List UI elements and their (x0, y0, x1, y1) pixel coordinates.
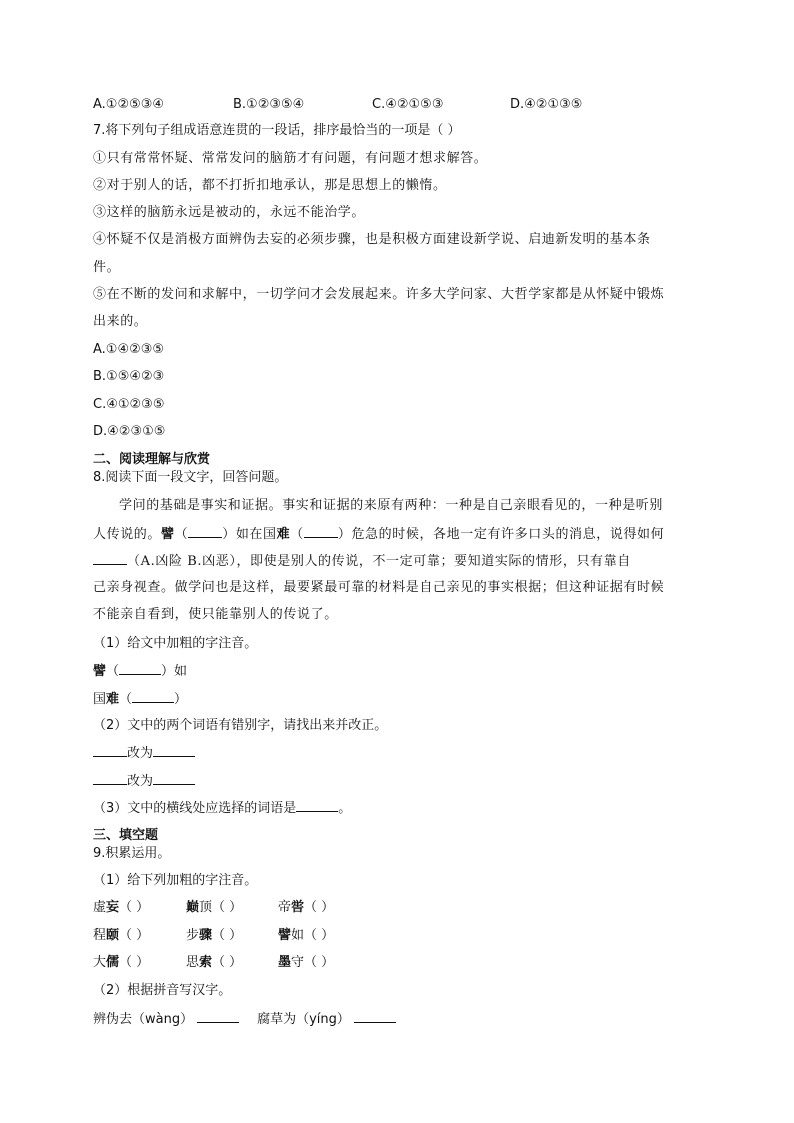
text: 守（ ） (291, 955, 335, 970)
passage-text: （ (290, 527, 304, 542)
pinyin-item (278, 954, 334, 972)
text: 程 (93, 928, 107, 943)
passage-text: 人传说的。 (93, 527, 162, 542)
choice-blank (93, 552, 127, 565)
answer-blank (93, 772, 127, 785)
q8-sub1-nan (93, 690, 187, 709)
passage-text: ）如在国 (222, 527, 277, 542)
answer-blank (296, 799, 338, 812)
answer-blank (197, 1010, 239, 1023)
answer-blank (354, 1010, 396, 1023)
blank-line (304, 525, 338, 538)
q6-option-b: B.①②③⑤④ (233, 97, 305, 112)
answer-blank (119, 662, 161, 675)
pinyin-item (93, 927, 149, 945)
text: 帝 (278, 900, 292, 915)
bold-char: 譬 (93, 664, 107, 679)
text: （3）文中的横线处应选择的词语是 (93, 801, 297, 816)
q6-option-d: D.④②①③⑤ (510, 97, 583, 112)
answer-blank (132, 690, 174, 703)
q9-sub1: （1）给下列加粗的字注音。 (93, 873, 258, 888)
bold-char: 喾 (291, 900, 305, 915)
text: （ ） (212, 928, 243, 943)
text: 思 (186, 955, 200, 970)
section-3-title: 三、填空题 (93, 828, 159, 843)
q7-option-c: C.④①②③⑤ (93, 397, 165, 412)
text: ） (174, 692, 188, 707)
passage-text: （A.凶险 B.凶恶），即使是别人的传说，不一定可靠；要知道实际的情形，只有靠自 (127, 554, 631, 569)
q9-sub2: （2）根据拼音写汉字。 (93, 983, 232, 998)
bold-char: 儒 (106, 955, 120, 970)
text: 腐草为（yíng） (257, 1012, 350, 1027)
bold-char: 骤 (199, 928, 213, 943)
q6-option-a: A.①②⑤③④ (93, 97, 165, 112)
q7-sentence-2: ②对于别人的话，都不打折扣地承认，那是思想上的懒惰。 (93, 178, 447, 193)
pinyin-item (278, 899, 334, 917)
bold-char: 巅 (186, 900, 200, 915)
bold-char: 索 (199, 955, 213, 970)
text: （ (106, 664, 120, 679)
text: 虚 (93, 900, 107, 915)
text: （ ） (212, 955, 243, 970)
pinyin-item (93, 954, 149, 972)
bold-char-nan: 难 (276, 527, 291, 542)
q6-option-c: C.④②①⑤③ (372, 97, 444, 112)
pinyin-item (93, 899, 149, 917)
q7-sentence-4-line1: ④怀疑不仅是消极方面辨伪去妄的必须步骤，也是积极方面建设新学说、启迪新发明的基本条 (93, 232, 651, 247)
q7-sentence-1: ①只有常常怀疑、常常发问的脑筋才有问题，有问题才想求解答。 (93, 151, 488, 166)
text: （ ） (119, 955, 150, 970)
bold-char: 妄 (106, 900, 120, 915)
bold-char: 颐 (106, 928, 120, 943)
text: （ ） (119, 928, 150, 943)
text: （ ） (119, 900, 150, 915)
text: （ (119, 692, 133, 707)
pinyin-item (186, 954, 242, 972)
passage-line-3 (93, 552, 631, 571)
bold-char: 难 (106, 692, 120, 707)
blank-line (188, 525, 222, 538)
answer-blank (93, 744, 127, 757)
q7-stem: 7.将下列句子组成语意连贯的一段话，排序最恰当的一项是（ ） (93, 123, 461, 138)
q8-sub2: （2）文中的两个词语有错别字，请找出来并改正。 (93, 718, 388, 733)
passage-text: ）危急的时候，各地一定有许多口头的消息，说得如何 (337, 527, 665, 542)
text: 大 (93, 955, 107, 970)
text: 步 (186, 928, 200, 943)
q8-sub1: （1）给文中加粗的字注音。 (93, 636, 258, 651)
bold-char: 譬 (278, 928, 292, 943)
q7-option-a: A.①④②③⑤ (93, 342, 165, 357)
text: 改为 (127, 774, 154, 789)
q8-stem: 8.阅读下面一段文字，回答问题。 (93, 470, 288, 485)
q8-sub3 (93, 799, 351, 818)
text: ）如 (161, 664, 188, 679)
answer-blank (153, 772, 195, 785)
text: 如（ ） (291, 928, 335, 943)
text: 顶（ ） (199, 900, 243, 915)
q7-option-b: B.①⑤④②③ (93, 369, 165, 384)
pinyin-item (186, 927, 242, 945)
passage-text: （ (174, 527, 189, 542)
q8-sub2-answer-2 (93, 772, 195, 791)
text: 辨伪去（wàng） (93, 1012, 194, 1027)
q9-stem: 9.积累运用。 (93, 846, 171, 861)
section-2-title: 二、阅读理解与欣赏 (93, 452, 211, 467)
text: 。 (338, 801, 352, 816)
bold-char-pi: 譬 (161, 527, 175, 542)
pinyin-write-row (93, 1010, 396, 1029)
pinyin-item (278, 927, 334, 945)
answer-blank (153, 744, 195, 757)
pinyin-item (186, 899, 242, 917)
q8-sub2-answer-1 (93, 744, 195, 763)
bold-char: 墨 (278, 955, 292, 970)
q7-sentence-3: ③这样的脑筋永远是被动的，永远不能治学。 (93, 205, 366, 220)
passage-line-2 (93, 525, 664, 544)
passage-line-4: 己亲身视查。做学问也是这样，最要紧最可靠的材料是自己亲见的事实根据；但这种证据有时候 (93, 580, 665, 595)
text: （ ） (304, 900, 335, 915)
q7-sentence-5-line1: ⑤在不断的发问和求解中，一切学问才会发展起来。许多大学问家、大哲学家都是从怀疑中锻炼 (93, 287, 665, 302)
passage-line-5: 不能亲自看到，使只能靠别人的传说了。 (93, 607, 338, 622)
q8-sub1-pi (93, 662, 187, 681)
text: 改为 (127, 746, 154, 761)
q7-sentence-4-line2: 件。 (93, 260, 121, 275)
q7-sentence-5-line2: 出来的。 (93, 314, 148, 329)
q7-option-d: D.④②③①⑤ (93, 424, 166, 439)
text: 国 (93, 692, 107, 707)
passage-line-1: 学问的基础是事实和证据。事实和证据的来原有两种：一种是自己亲眼看见的，一种是听别 (119, 498, 664, 513)
